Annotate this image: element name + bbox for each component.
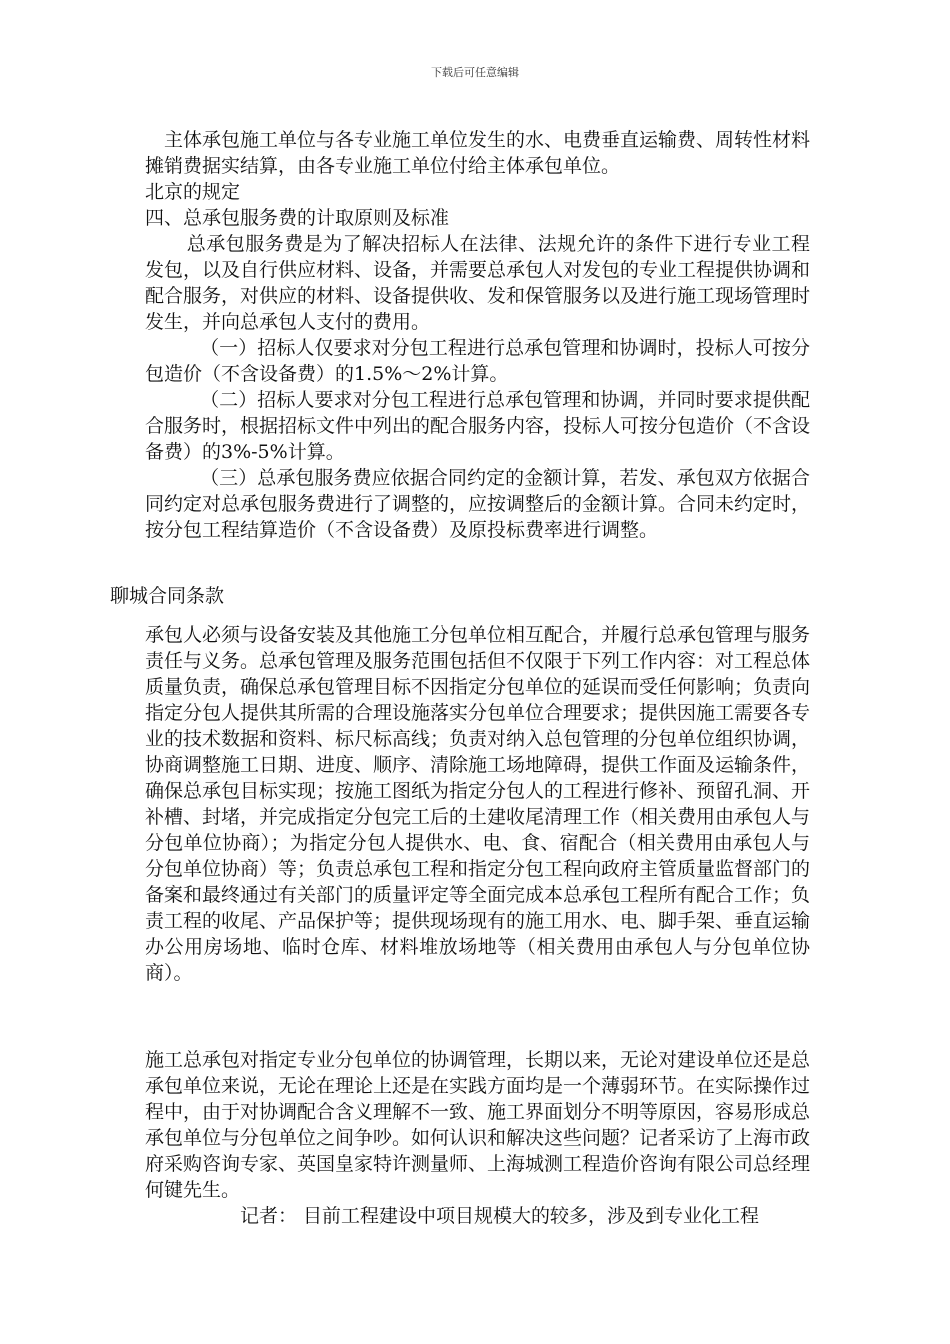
subheading-beijing-rules: 北京的规定 (145, 181, 241, 203)
paragraph-rule-three: （三）总承包服务费应依据合同约定的金额计算，若发、承包双方依据合同约定对总承包服务费进行了调整的，应按调整后的金额计算。合同未约定时，按分包工程结算造价（不含设备费）及原投标费率进行调整。 (145, 467, 811, 541)
paragraph-contractor-obligations: 承包人必须与设备安装及其他施工分包单位相互配合，并履行总承包管理与服务责任与义务。总承包管理及服务范围包括但不仅限于下列工作内容：对工程总体质量负责，确保总承包管理目标不因指定分包单位的延误而受任何影响；负责向指定分包人提供其所需的合理设施落实分包单位合理要求；提供因施工需要各专业的技术数据和资料、标尺标高线；负责对纳入总包管理的分包单位组织协调，协商调整施工日期、进度、顺序、清除施工场地障碍，提供工作面及运输条件，确保总承包目标实现；按施工图纸为指定分包人的工程进行修补、预留孔洞、开补槽、封堵，并完成指定分包完工后的土建收尾清理工作（相关费用由承包人与分包单位协商）；为指定分包人提供水、电、食、宿配合（相关费用由承包人与分包单位协商）等；负责总承包工程和指定分包工程向政府主管质量监督部门的备案和最终通过有关部门的质量评定等全面完成本总承包工程所有配合工作；负责工程的收尾、产品保护等；提供现场现有的施工用水、电、脚手架、垂直运输办公用房场地、临时仓库、材料堆放场地等（相关费用由承包人与分包单位协商）。 (145, 624, 811, 984)
paragraph-utility-settlement: 主体承包施工单位与各专业施工单位发生的水、电费垂直运输费、周转性材料摊销费据实结算，由各专业施工单位付给主体承包单位。 (145, 129, 811, 177)
subheading-service-fee-principles: 四、总承包服务费的计取原则及标准 (145, 207, 450, 229)
page-header-note: 下载后可任意编辑 (431, 66, 519, 79)
section-coordination-interview (145, 1047, 810, 1229)
paragraph-rule-one: （一）招标人仅要求对分包工程进行总承包管理和协调时，投标人可按分包造价（不含设备费）的1.5%～2%计算。 (145, 337, 810, 385)
section-liaocheng-clauses (145, 622, 810, 986)
paragraph-service-fee-definition: 总承包服务费是为了解决招标人在法律、法规允许的条件下进行专业工程发包，以及自行供应材料、设备，并需要总承包人对发包的专业工程提供协调和配合服务，对供应的材料、设备提供收、发和保管服务以及进行施工现场管理时发生，并向总承包人支付的费用。 (145, 233, 811, 333)
paragraph-reporter-question: 记者： 目前工程建设中项目规模大的较多，涉及到专业化工程 (240, 1205, 760, 1227)
section-beijing-rules (145, 127, 810, 543)
section-heading-liaocheng: 聊城合同条款 (110, 585, 225, 607)
paragraph-rule-two: （二）招标人要求对分包工程进行总承包管理和协调，并同时要求提供配合服务时，根据招标文件中列出的配合服务内容，投标人可按分包造价（不含设备费）的3%-5%计算。 (145, 389, 811, 463)
paragraph-coordination-intro: 施工总承包对指定专业分包单位的协调管理，长期以来，无论对建设单位还是总承包单位来说，无论在理论上还是在实践方面均是一个薄弱环节。在实际操作过程中，由于对协调配合含义理解不一致、施工界面划分不明等原因，容易形成总承包单位与分包单位之间争吵。如何认识和解决这些问题？记者采访了上海市政府采购咨询专家、英国皇家特许测量师、上海城测工程造价咨询有限公司总经理何键先生。 (145, 1049, 811, 1201)
